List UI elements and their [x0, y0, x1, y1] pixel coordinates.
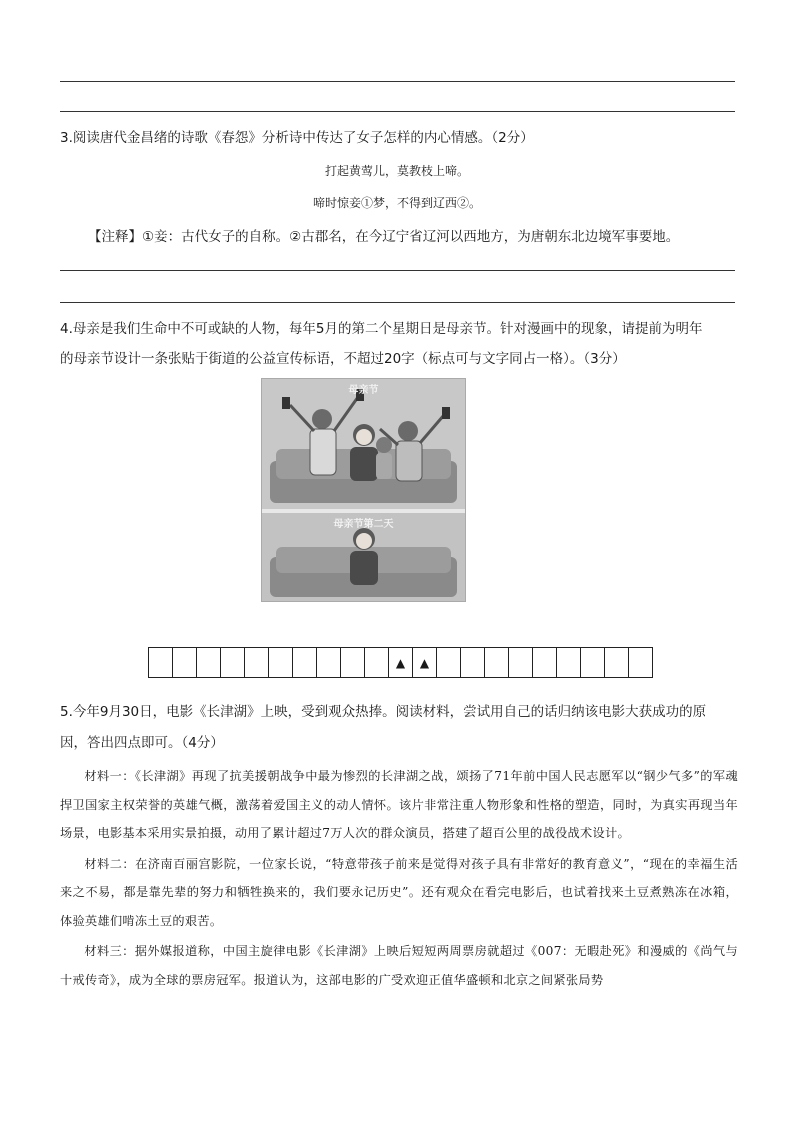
question-4-prompt-line-1: 4.母亲是我们生命中不可或缺的人物，每年5月的第二个星期日是母亲节。针对漫画中的现象，请提前为明年 [60, 321, 703, 337]
answer-cell[interactable] [173, 647, 197, 678]
answer-line [60, 302, 735, 303]
answer-cell[interactable] [245, 647, 269, 678]
answer-cell[interactable]: ▲ [413, 647, 437, 678]
comic-illustration [262, 379, 465, 601]
question-4-prompt-line-2: 的母亲节设计一条张贴于街道的公益宣传标语，不超过20字（标点可与文字同占一格）。（3分） [60, 351, 626, 367]
material-1: 材料一：《长津湖》再现了抗美援朝战争中最为惨烈的长津湖之战，颂扬了71年前中国人民志愿军以“钢少气多”的军魂捍卫国家主权荣誉的英雄气概，激荡着爱国主义的动人情怀。该片非常注重人物形象和性格的塑造，同时，为真实再现当年场景，电影基本采用实景拍摄，动用了累计超过7万人次的群众演员，搭建了超百公里的战役战术设计。 [60, 769, 738, 840]
answer-line [60, 270, 735, 271]
answer-cell[interactable] [341, 647, 365, 678]
answer-cell[interactable] [269, 647, 293, 678]
answer-cell[interactable] [629, 647, 653, 678]
answer-cell[interactable]: ▲ [389, 647, 413, 678]
materials [60, 762, 738, 994]
answer-cell[interactable] [605, 647, 629, 678]
answer-cell[interactable] [509, 647, 533, 678]
answer-cell[interactable] [197, 647, 221, 678]
answer-cell[interactable] [317, 647, 341, 678]
poem-line-2: 啼时惊妾①梦，不得到辽西②。 [312, 196, 481, 210]
comic-panel-1-title: 母亲节 [348, 385, 379, 396]
poem-line-1: 打起黄莺儿，莫教枝上啼。 [324, 164, 469, 178]
mothers-day-comic [261, 378, 466, 602]
answer-cell[interactable] [533, 647, 557, 678]
question-5-prompt-line-2: 因，答出四点即可。（4分） [60, 735, 224, 751]
answer-cell[interactable] [437, 647, 461, 678]
answer-line [60, 81, 735, 82]
poem-annotation: 【注释】①妾：古代女子的自称。②古郡名，在今辽宁省辽河以西地方，为唐朝东北边境军事要地。 [88, 229, 680, 245]
answer-cell[interactable] [221, 647, 245, 678]
material-3: 材料三：据外媒报道称，中国主旋律电影《长津湖》上映后短短两周票房就超过《007：无暇赴死》和漫威的《尚气与十戒传奇》，成为全球的票房冠军。报道认为，这部电影的广受欢迎正值华盛顿和北京之间紧张局势 [60, 944, 738, 987]
answer-cell[interactable] [149, 647, 173, 678]
question-5-prompt-line-1: 5.今年9月30日，电影《长津湖》上映，受到观众热捧。阅读材料，尝试用自己的话归纳该电影大获成功的原 [60, 704, 707, 720]
answer-line [60, 111, 735, 112]
answer-cell[interactable] [293, 647, 317, 678]
comic-panel-2-title: 母亲节第二天 [333, 519, 394, 530]
answer-cell[interactable] [485, 647, 509, 678]
answer-cell[interactable] [581, 647, 605, 678]
answer-cell[interactable] [557, 647, 581, 678]
material-2: 材料二：在济南百丽宫影院，一位家长说，“特意带孩子前来是觉得对孩子具有非常好的教育意义”，“现在的幸福生活来之不易，都是靠先辈的努力和牺牲换来的，我们要永记历史”。还有观众在看完电影后，也试着找来土豆煮熟冻在冰箱，体验英雄们啃冻土豆的艰苦。 [60, 856, 738, 928]
question-3-prompt: 3.阅读唐代金昌绪的诗歌《春怨》分析诗中传达了女子怎样的内心情感。（2分） [60, 130, 534, 146]
answer-cell[interactable] [461, 647, 485, 678]
answer-cell[interactable] [365, 647, 389, 678]
answer-grid [148, 647, 653, 678]
